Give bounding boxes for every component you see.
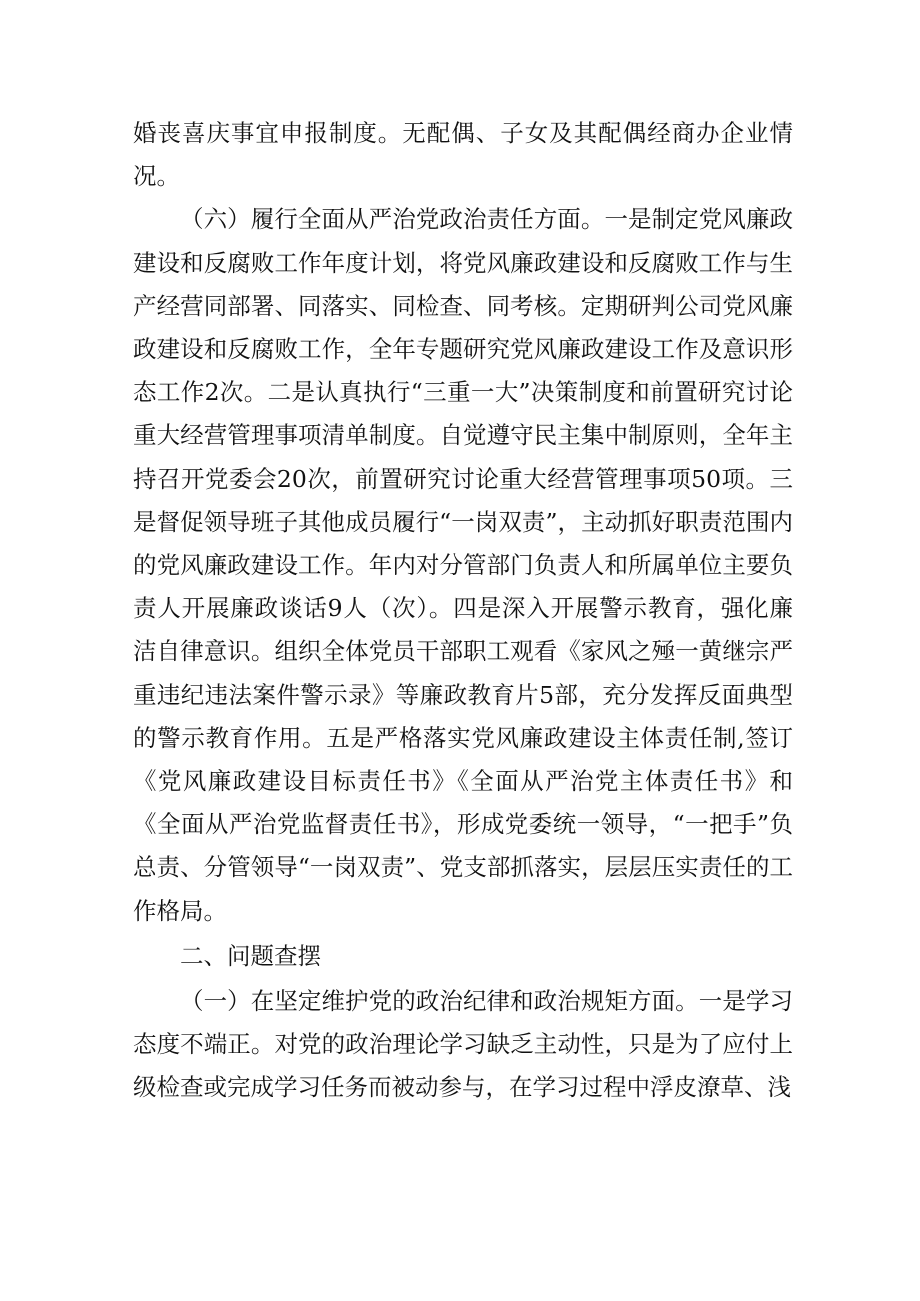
document-body [133, 112, 793, 1110]
paragraph-problem-one: （一）在坚定维护党的政治纪律和政治规矩方面。一是学习态度不端正。对党的政治理论学习缺乏主动性，只是为了应付上级检查或完成学习任务而被动参与，在学习过程中浮皮潦草、浅 [133, 987, 793, 1102]
section-heading-problems: 二、问题查摆 [180, 941, 321, 970]
paragraph-section-six: （六）履行全面从严治党政治责任方面。一是制定党风廉政建设和反腐败工作年度计划，将党风廉政建设和反腐败工作与生产经营同部署、同落实、同检查、同考核。定期研判公司党风廉政建设和反腐败工作，全年专题研究党风廉政建设工作及意识形态工作2次。二是认真执行“三重一大”决策制度和前置研究讨论重大经营管理事项清单制度。自觉遵守民主集中制原则，全年主持召开党委会20次，前置研究讨论重大经营管理事项50项。三是督促领导班子其他成员履行“一岗双责”，主动抓好职责范围内的党风廉政建设工作。年内对分管部门负责人和所属单位主要负责人开展廉政谈话9人（次）。四是深入开展警示教育，强化廉洁自律意识。组织全体党员干部职工观看《家风之殛一黄继宗严重违纪违法案件警示录》等廉政教育片5部，充分发挥反面典型的警示教育作用。五是严格落实党风廉政建设主体责任制,签订《党风廉政建设目标责任书》《全面从严治党主体责任书》和《全面从严治党监督责任书》，形成党委统一领导，“一把手”负总责、分管领导“一岗双责”、党支部抓落实，层层压实责任的工作格局。 [133, 205, 793, 925]
paragraph-continuation: 婚丧喜庆事宜申报制度。无配偶、子女及其配偶经商办企业情况。 [133, 119, 793, 191]
